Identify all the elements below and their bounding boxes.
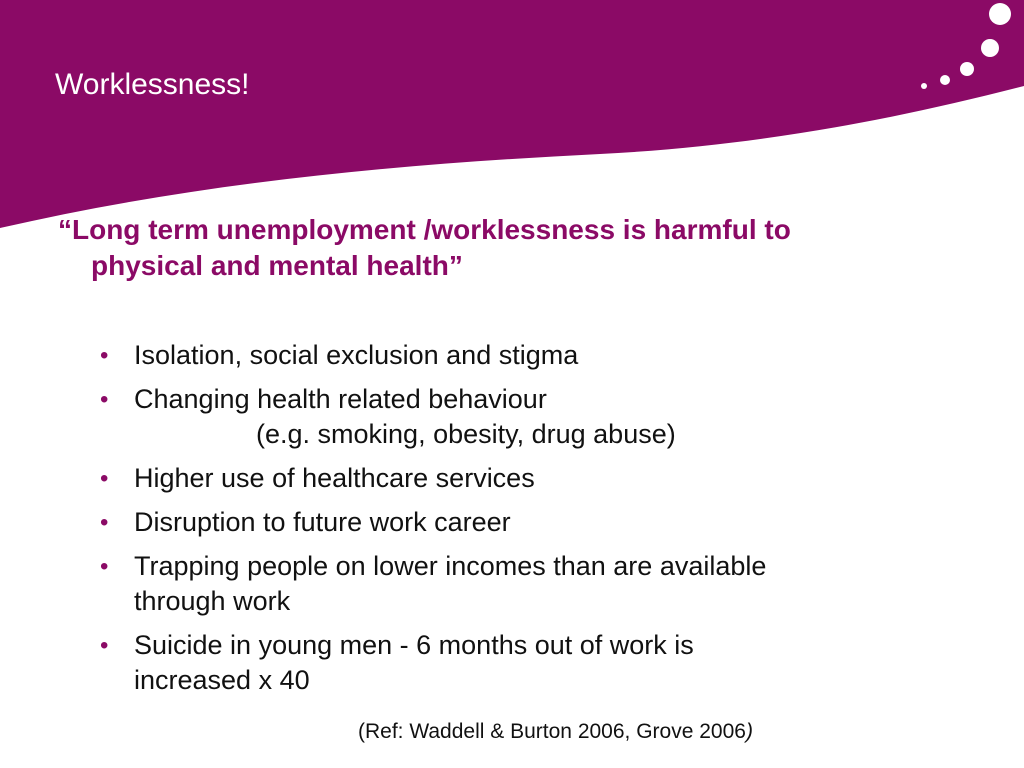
bullet-subtext: (e.g. smoking, obesity, drug abuse) (256, 419, 676, 449)
bullet-icon: • (100, 386, 109, 413)
bullet-text-line-1: Trapping people on lower incomes than are available (134, 551, 767, 581)
bullet-item (100, 461, 1000, 496)
bullet-list (100, 338, 1000, 707)
bullet-text: Higher use of healthcare services (134, 463, 535, 493)
bullet-item (100, 382, 1000, 452)
decorative-dot (921, 83, 927, 89)
quote-line-2: physical and mental health” (91, 250, 463, 281)
bullet-text: Disruption to future work career (134, 507, 511, 537)
bullet-text-line-2: increased x 40 (134, 665, 310, 695)
reference-citation (358, 720, 753, 744)
decorative-dot (960, 62, 974, 76)
quote (58, 212, 978, 284)
bullet-icon: • (100, 342, 109, 369)
bullet-item (100, 338, 1000, 373)
bullet-text-line-1: Suicide in young men - 6 months out of work is (134, 630, 694, 660)
bullet-item (100, 549, 1000, 619)
bullet-icon: • (100, 553, 109, 580)
bullet-icon: • (100, 509, 109, 536)
bullet-item (100, 505, 1000, 540)
bullet-text: Isolation, social exclusion and stigma (134, 340, 579, 370)
slide-title: Worklessness! (55, 68, 250, 101)
header-banner (0, 0, 1024, 240)
header-curve (0, 0, 1024, 228)
quote-line-1: “Long term unemployment /worklessness is harmful to (58, 214, 791, 245)
bullet-text-line-2: through work (134, 586, 291, 616)
decorative-dot (940, 75, 950, 85)
decorative-dot (989, 3, 1011, 25)
bullet-icon: • (100, 465, 109, 492)
decorative-dot (981, 39, 999, 57)
bullet-item (100, 628, 1000, 698)
bullet-text: Changing health related behaviour (134, 384, 547, 414)
reference-text: (Ref: Waddell & Burton 2006, Grove 2006 (358, 720, 746, 743)
bullet-icon: • (100, 632, 109, 659)
reference-close-paren: ) (745, 720, 753, 743)
